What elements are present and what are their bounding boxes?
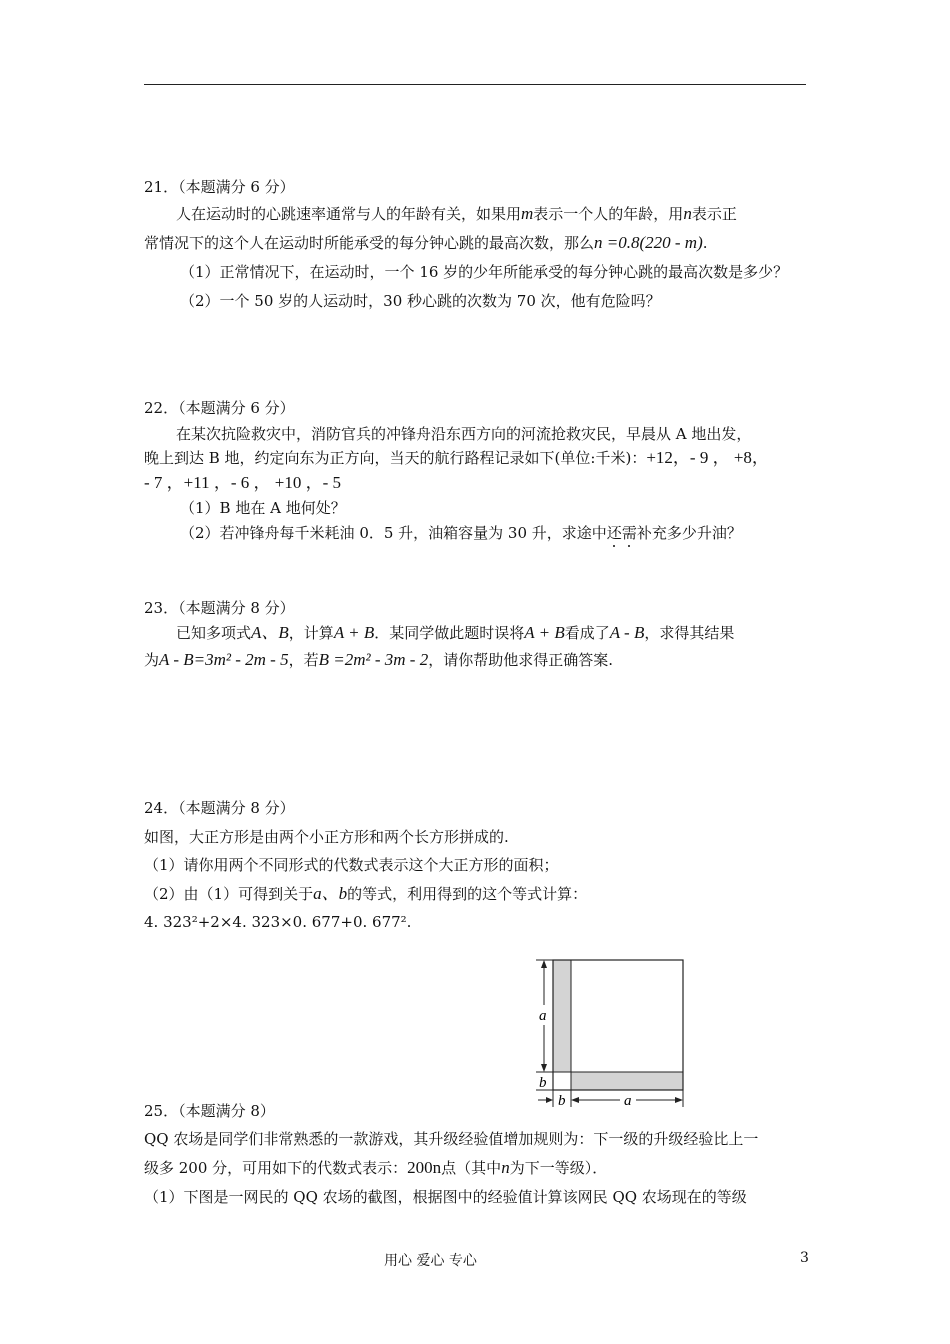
- q21-paragraph-line2: 常情况下的这个人在运动时所能承受的每分钟心跳的最高次数，那么n =0.8(220 - m).: [144, 233, 708, 252]
- arrowhead: [541, 1064, 547, 1072]
- arrowhead: [541, 960, 547, 968]
- q24-calculation: 4. 323²+2×4. 323×0. 677+0. 677².: [144, 913, 412, 931]
- strip-horizontal: [571, 1072, 683, 1090]
- q25-paragraph-line2: 级多 200 分，可用如下的代数式表示：200n点（其中n为下一等级）．: [144, 1158, 608, 1177]
- q21-formula: n =0.8(220 - m): [594, 233, 703, 252]
- q23-heading: 23．（本题满分 8 分）: [144, 599, 295, 617]
- label-b-left: b: [539, 1075, 547, 1091]
- q21-subquestion-1: （1）正常情况下，在运动时，一个 16 岁的少年所能承受的每分钟心跳的最高次数是多少？: [180, 263, 789, 281]
- q21-heading: 21．（本题满分 6 分）: [144, 178, 295, 196]
- arrowhead: [546, 1097, 553, 1103]
- q24-subquestion-1: （1）请你用两个不同形式的代数式表示这个大正方形的面积；: [144, 856, 559, 874]
- strip-vertical: [553, 960, 571, 1072]
- q25-paragraph-line1: QQ 农场是同学们非常熟悉的一款游戏，其升级经验值增加规则为：下一级的升级经验比上一: [144, 1130, 759, 1148]
- q22-heading: 22．（本题满分 6 分）: [144, 399, 295, 417]
- label-b-bottom: b: [558, 1093, 566, 1109]
- q22-subquestion-2: （2）若冲锋舟每千米耗油 0．5 升，油箱容量为 30 升，求途中还需补充多少升油？: [180, 524, 742, 542]
- square-diagram: [528, 955, 693, 1115]
- q22-paragraph-line3: - 7 ，+11 ，- 6 ， +10 ，- 5: [144, 473, 342, 492]
- emphasis-dot-char: 还: [606, 524, 622, 542]
- label-a-bottom: a: [624, 1093, 632, 1109]
- q21-subquestion-2: （2）一个 50 岁的人运动时，30 秒心跳的次数为 70 次，他有危险吗？: [180, 292, 661, 310]
- header-rule: [144, 84, 806, 85]
- q23-paragraph-line1: 已知多项式A、B，计算A + B．某同学做此题时误将A + B看成了A - B，求得其结果: [176, 623, 735, 642]
- q23-paragraph-line2: 为A - B=3m² - 2m - 5，若B =2m² - 3m - 2，请你帮助他求得正确答案.: [144, 650, 613, 669]
- page-number: 3: [800, 1250, 809, 1266]
- arrowhead: [675, 1097, 683, 1103]
- q25-subquestion-1: （1）下图是一网民的 QQ 农场的截图，根据图中的经验值计算该网民 QQ 农场现在的等级: [144, 1188, 747, 1206]
- q22-subquestion-1: （1）B 地在 A 地何处？: [180, 499, 346, 517]
- emphasis-dot-char: 需: [621, 524, 637, 542]
- label-a-left: a: [539, 1008, 547, 1024]
- q24-heading: 24．（本题满分 8 分）: [144, 799, 295, 817]
- footer-motto: 用心 爱心 专心: [384, 1253, 477, 1269]
- q25-heading: 25．（本题满分 8）: [144, 1102, 275, 1120]
- arrowhead: [571, 1097, 579, 1103]
- q21-paragraph-line1: 人在运动时的心跳速率通常与人的年龄有关，如果用m表示一个人的年龄，用n表示正: [176, 204, 737, 223]
- q24-subquestion-2: （2）由（1）可得到关于a、b的等式，利用得到的这个等式计算：: [144, 884, 588, 903]
- q22-paragraph-line2: 晚上到达 B 地，约定向东为正方向，当天的航行路程记录如下(单位:千米)：+12，- 9 ， +8，: [144, 448, 769, 467]
- q22-paragraph-line1: 在某次抗险救灾中，消防官兵的冲锋舟沿东西方向的河流抢救灾民，早晨从 A 地出发，: [176, 425, 752, 443]
- q24-paragraph: 如图，大正方形是由两个小正方形和两个长方形拼成的.: [144, 828, 509, 846]
- outer-square: [553, 960, 683, 1090]
